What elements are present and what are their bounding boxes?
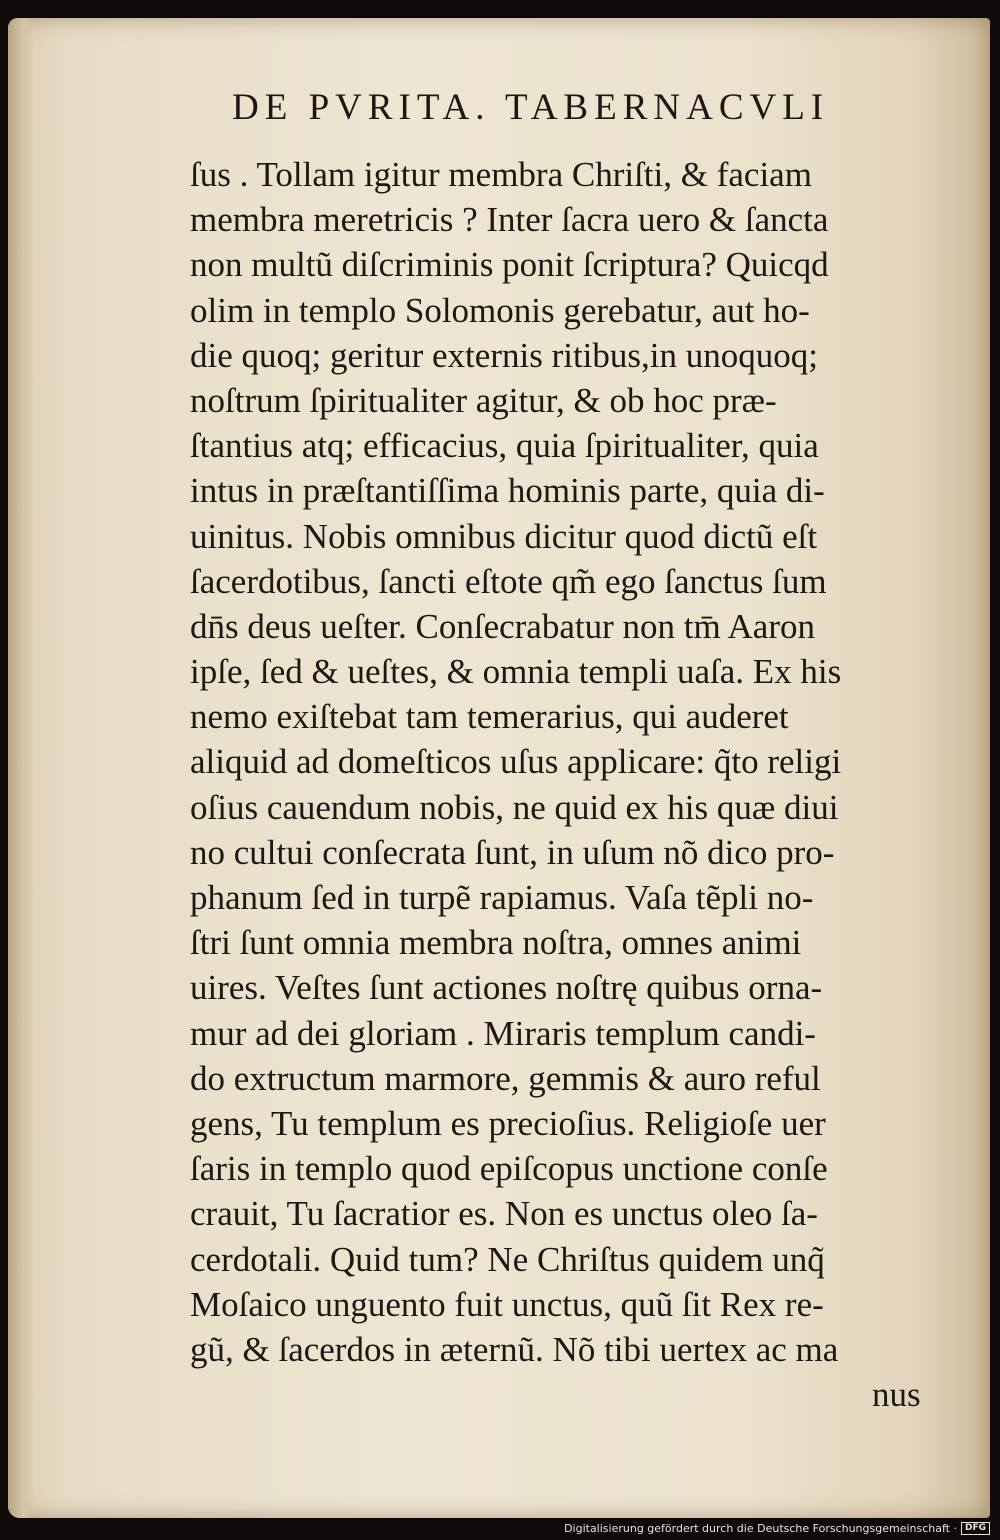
digitization-credit xyxy=(564,1522,990,1536)
catchword: nus xyxy=(872,1375,921,1414)
text-line: ſtantius atq; efficacius, quia ſpiritualiter, quia xyxy=(190,426,819,466)
text-line: ſacerdotibus, ſancti eſtote qm̃ ego ſanctus ſum xyxy=(190,561,827,601)
text-line: intus in præſtantiſſima hominis parte, quia di- xyxy=(190,471,825,511)
text-line: oſius cauendum nobis, ne quid ex his quæ diui xyxy=(190,787,839,827)
text-line: no cultui conſecrata ſunt, in uſum nõ dico pro- xyxy=(190,832,835,872)
text-line: ſus . Tollam igitur membra Chriſti, & faciam xyxy=(190,155,812,194)
text-line: mur ad dei gloriam . Miraris templum candi- xyxy=(190,1013,816,1053)
text-line: membra meretricis ? Inter ſacra uero & ſancta xyxy=(190,200,829,240)
dfg-logo: DFG xyxy=(961,1522,990,1535)
text-line: cerdotali. Quid tum? Ne Chriſtus quidem unq̃ xyxy=(190,1239,825,1279)
body-text xyxy=(190,152,960,1372)
text-line: uires. Veſtes ſunt actiones noſtrę quibus orna- xyxy=(190,968,823,1008)
text-line: noſtrum ſpiritualiter agitur, & ob hoc præ- xyxy=(190,380,777,420)
text-line: gens, Tu templum es precioſius. Religioſe uer xyxy=(190,1103,826,1143)
text-line: nemo exiſtebat tam temerarius, qui auderet xyxy=(190,697,789,737)
text-line: ipſe, ſed & ueſtes, & omnia templi uaſa. Ex his xyxy=(190,652,842,692)
text-line: die quoq; geritur externis ritibus,in unoquoq; xyxy=(190,335,818,375)
text-line: uinitus. Nobis omnibus dicitur quod dictũ eſt xyxy=(190,516,818,556)
credit-text: Digitalisierung gefördert durch die Deutsche Forschungsgemeinschaft · xyxy=(564,1521,957,1535)
text-line: gũ, & ſacerdos in æternũ. Nõ tibi uertex ac ma xyxy=(190,1329,839,1369)
text-line: non multũ diſcriminis ponit ſcriptura? Quicqd xyxy=(190,245,829,285)
text-line: ſtri ſunt omnia membra noſtra, omnes animi xyxy=(190,923,802,963)
text-line: phanum ſed in turpẽ rapiamus. Vaſa tẽpli no- xyxy=(190,878,814,917)
running-head: DE PVRITA. TABERNACVLI xyxy=(232,87,830,128)
text-line: aliquid ad domeſticos uſus applicare: q̃to religi xyxy=(190,742,842,782)
text-line: ſaris in templo quod epiſcopus unctione conſe xyxy=(190,1149,828,1189)
text-line: Moſaico unguento fuit unctus, quũ ſit Rex re- xyxy=(190,1284,824,1324)
text-line: do extructum marmore, gemmis & auro reful xyxy=(190,1058,821,1098)
text-line: olim in templo Solomonis gerebatur, aut ho- xyxy=(190,290,810,330)
text-line: dn̄s deus ueſter. Conſecrabatur non tm̄ Aaron xyxy=(190,606,815,646)
text-line: crauit, Tu ſacratior es. Non es unctus oleo ſa- xyxy=(190,1194,818,1234)
page-gutter-edge xyxy=(8,18,34,1518)
